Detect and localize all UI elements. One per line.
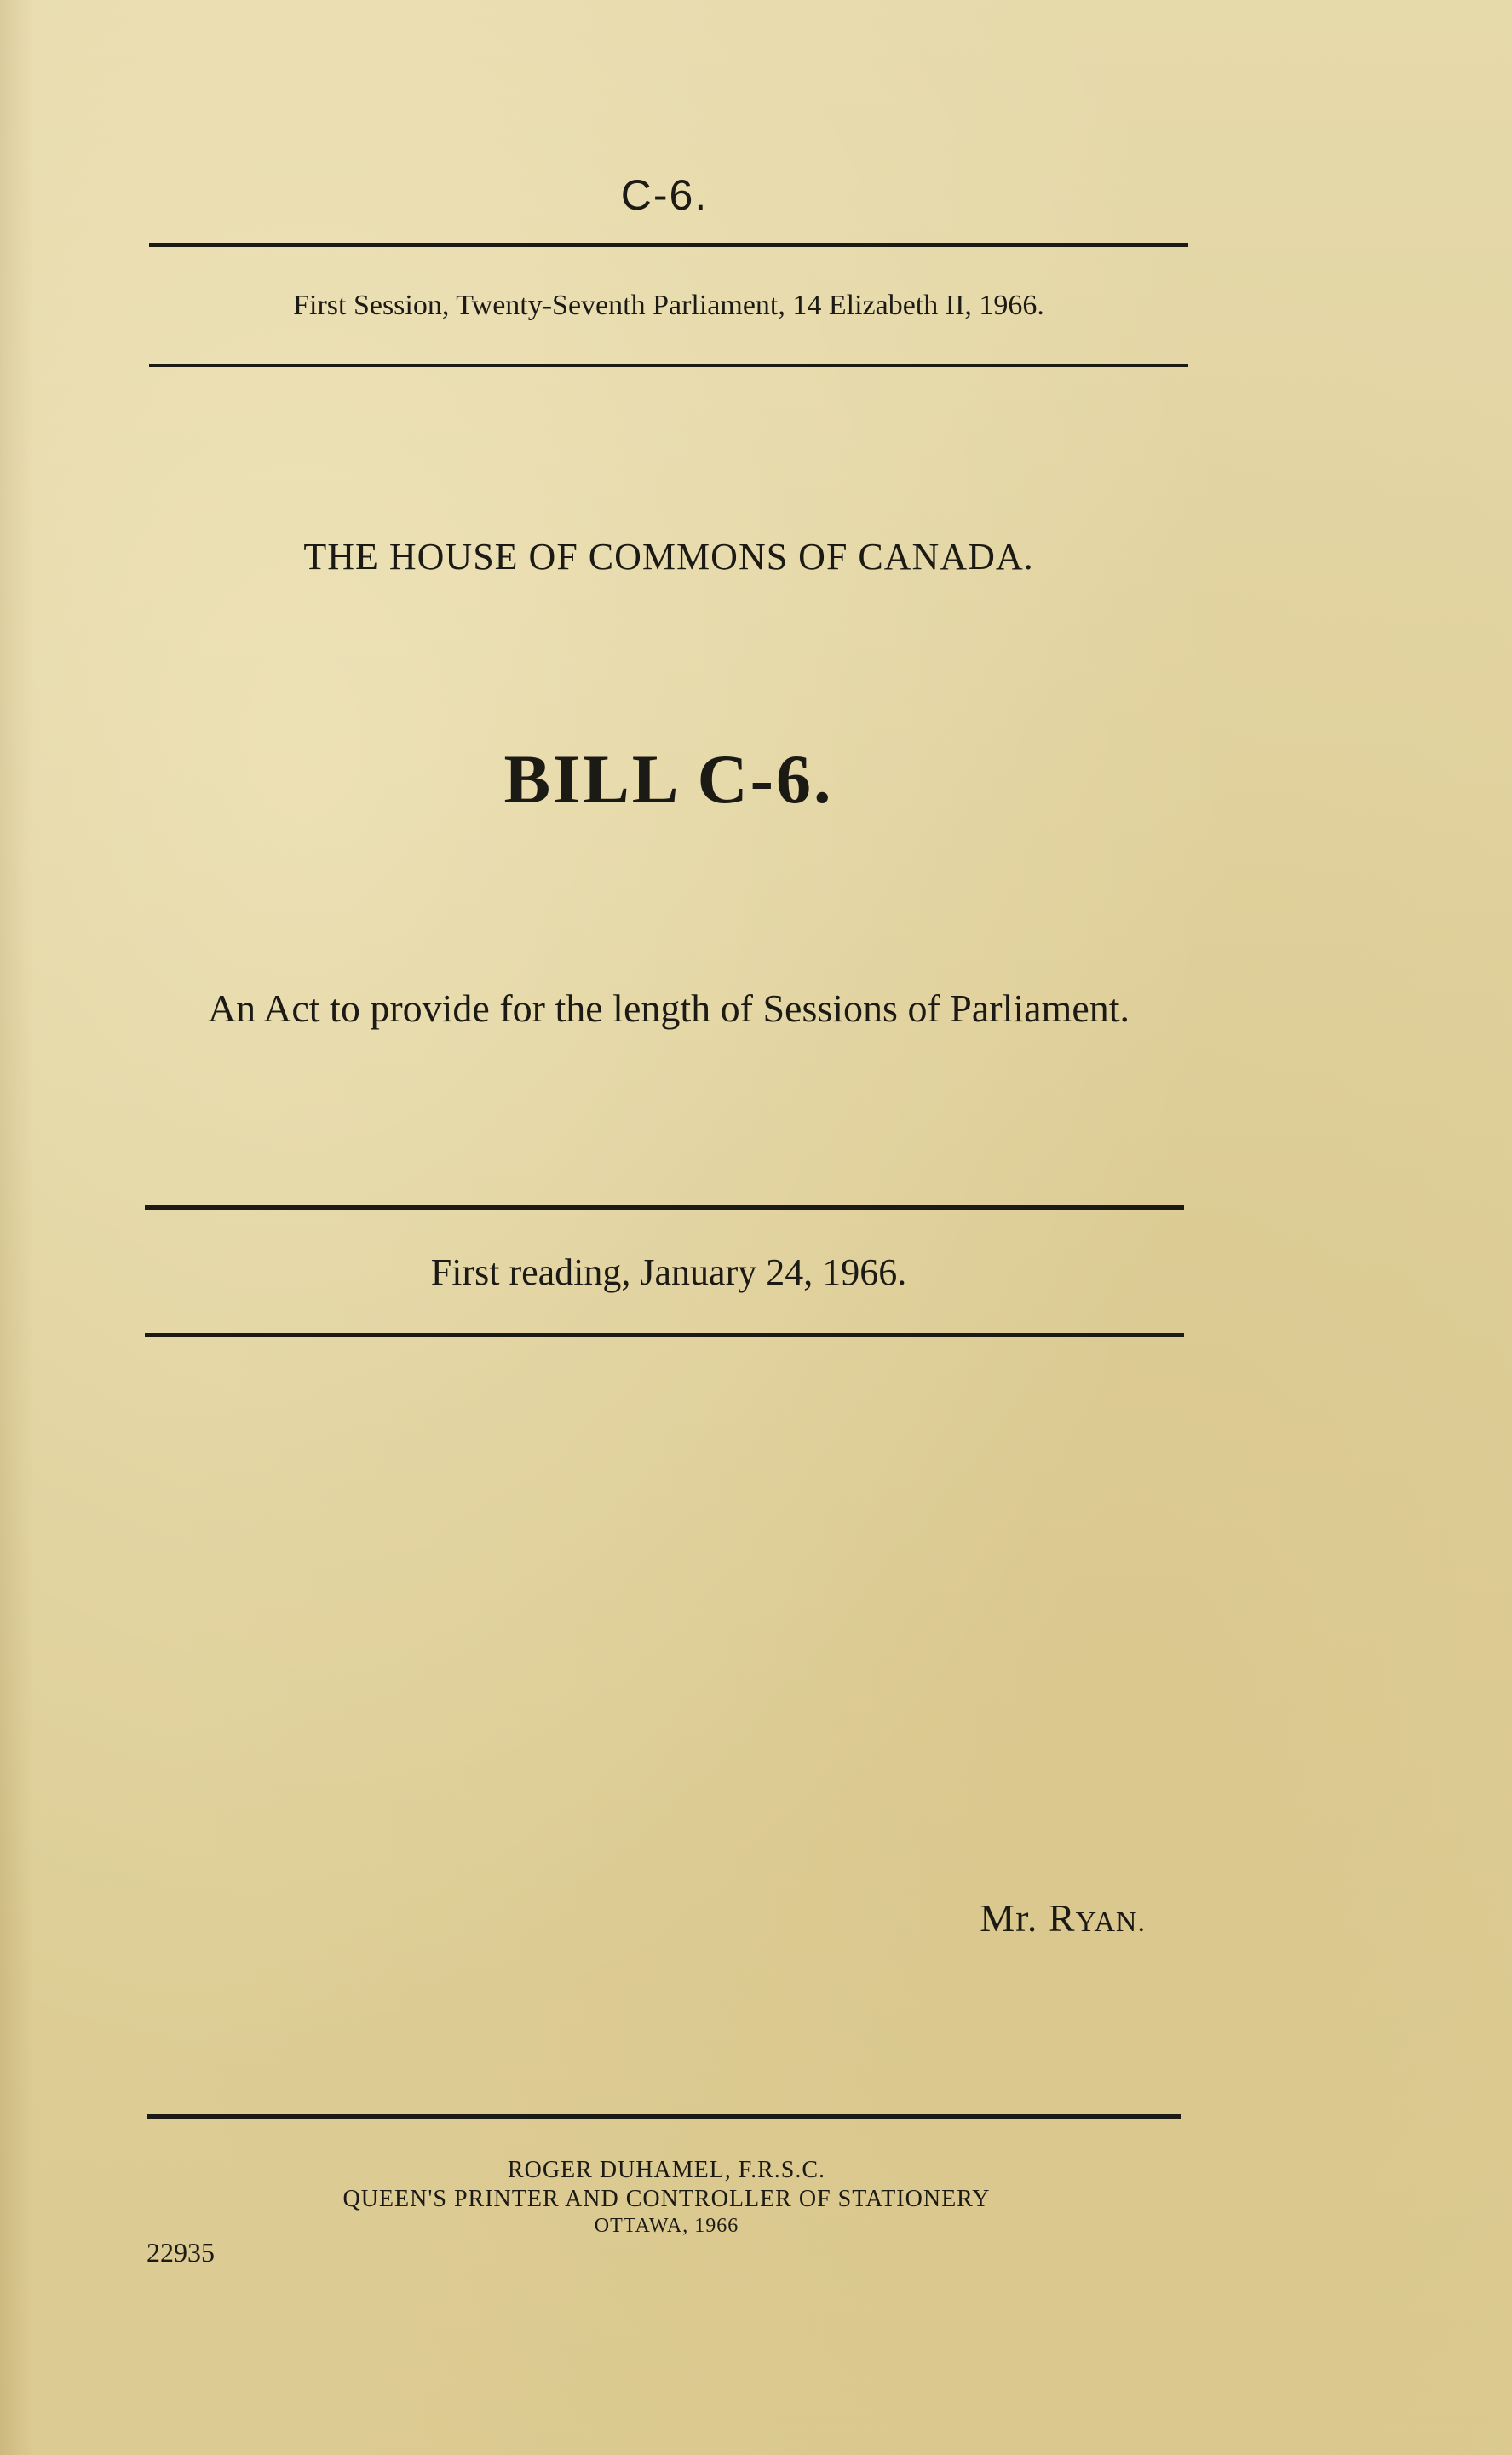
- reading-rule-bottom: [145, 1333, 1184, 1337]
- printer-title: QUEEN'S PRINTER AND CONTROLLER OF STATIONERY: [342, 2186, 991, 2212]
- reading-rule-top: [145, 1205, 1184, 1210]
- bill-title: BILL C-6.: [503, 740, 834, 818]
- house-heading: THE HOUSE OF COMMONS OF CANADA.: [303, 536, 1034, 578]
- first-reading-line: First reading, January 24, 1966.: [430, 1251, 907, 1293]
- sponsor-name: [980, 1895, 1146, 1940]
- job-number: 22935: [147, 2237, 215, 2268]
- printer-place: OTTAWA, 1966: [594, 2215, 739, 2237]
- header-rule-bottom: [149, 364, 1188, 367]
- bill-code-header: C-6.: [620, 171, 709, 219]
- session-line: First Session, Twenty-Seventh Parliament, 14 Elizabeth II, 1966.: [293, 290, 1044, 321]
- printer-name: ROGER DUHAMEL, F.R.S.C.: [507, 2157, 826, 2183]
- sponsor-prefix: Mr. R: [980, 1896, 1076, 1940]
- header-rule-top: [149, 243, 1188, 247]
- footer-rule: [147, 2114, 1181, 2119]
- sponsor-surname-rest: YAN.: [1075, 1906, 1146, 1938]
- act-title: An Act to provide for the length of Sessions of Parliament.: [207, 986, 1130, 1030]
